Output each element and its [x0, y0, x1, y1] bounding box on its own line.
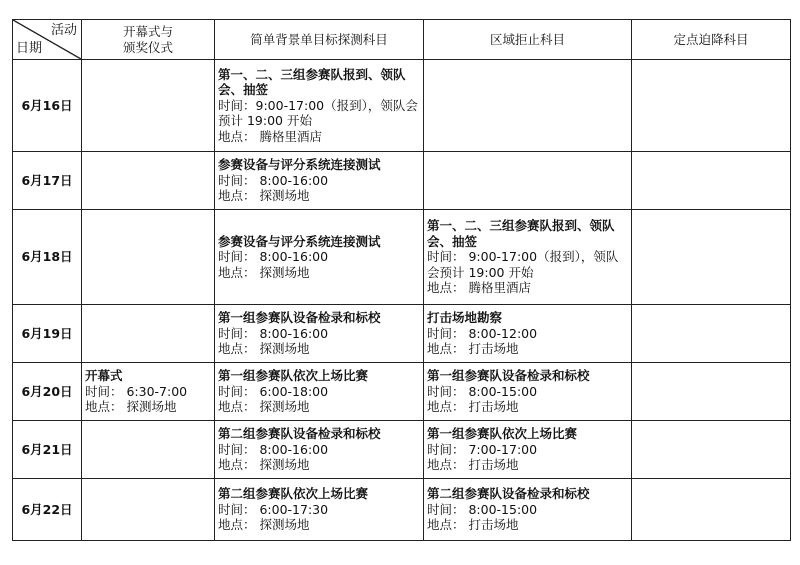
cell-landing — [632, 479, 791, 541]
event-time: 时间： 6:00-18:00 — [218, 383, 329, 399]
event-location: 地点： 探测场地 — [218, 188, 310, 204]
event-title: 第二组参赛队依次上场比赛 — [218, 486, 369, 502]
cell-detection — [215, 421, 424, 479]
cell-landing — [632, 210, 791, 305]
date-cell: 6月20日 — [13, 363, 82, 421]
corner-activity-label: 活动 — [50, 23, 77, 38]
table-row — [13, 479, 791, 541]
cell-detection — [215, 363, 424, 421]
cell-detection — [215, 152, 424, 210]
date-cell: 6月19日 — [13, 305, 82, 363]
event-title: 第一组参赛队设备检录和标校 — [427, 368, 590, 384]
event-time: 时间： 8:00-15:00 — [427, 501, 538, 517]
cell-area-denial — [424, 60, 632, 152]
event-location: 地点： 探测场地 — [218, 517, 310, 533]
cell-landing — [632, 152, 791, 210]
schedule-table — [12, 19, 791, 541]
date-cell: 6月18日 — [13, 210, 82, 305]
event-time: 时间： 8:00-16:00 — [218, 172, 329, 188]
cell-landing — [632, 363, 791, 421]
date-cell: 6月17日 — [13, 152, 82, 210]
event-time: 时间： 8:00-15:00 — [427, 383, 538, 399]
event-title: 第一组参赛队设备检录和标校 — [218, 310, 381, 326]
cell-ceremony — [82, 305, 215, 363]
event-location: 地点： 探测场地 — [218, 264, 310, 280]
event-title: 参赛设备与评分系统连接测试 — [218, 233, 381, 249]
cell-detection — [215, 479, 424, 541]
table-row — [13, 210, 791, 305]
column-header-detection: 简单背景单目标探测科目 — [215, 20, 424, 60]
column-header-area-denial: 区域拒止科目 — [424, 20, 632, 60]
cell-ceremony — [82, 210, 215, 305]
event-time: 时间： 7:00-17:00 — [427, 441, 538, 457]
event-title: 第一组参赛队依次上场比赛 — [218, 368, 369, 384]
event-time: 时间： 8:00-16:00 — [218, 249, 329, 265]
event-location: 地点： 探测场地 — [218, 399, 310, 415]
cell-area-denial — [424, 305, 632, 363]
table-row — [13, 363, 791, 421]
cell-ceremony — [82, 363, 215, 421]
date-cell: 6月22日 — [13, 479, 82, 541]
date-cell: 6月16日 — [13, 60, 82, 152]
date-cell: 6月21日 — [13, 421, 82, 479]
event-title: 第一、二、三组参赛队报到、领队会、抽签 — [218, 66, 406, 98]
cell-ceremony — [82, 60, 215, 152]
cell-ceremony — [82, 421, 215, 479]
event-location: 地点： 腾格里酒店 — [427, 280, 531, 296]
event-title: 第一、二、三组参赛队报到、领队会、抽签 — [427, 218, 615, 249]
event-location: 地点： 打击场地 — [427, 341, 519, 357]
event-location: 地点： 探测场地 — [218, 341, 310, 357]
cell-ceremony — [82, 152, 215, 210]
cell-area-denial — [424, 210, 632, 305]
cell-detection — [215, 210, 424, 305]
cell-area-denial — [424, 421, 632, 479]
event-location: 地点： 打击场地 — [427, 457, 519, 473]
column-header-landing: 定点迫降科目 — [632, 20, 791, 60]
event-time: 时间： 9:00-17:00（报到），领队会预计 19:00 开始 — [427, 249, 619, 280]
cell-landing — [632, 60, 791, 152]
event-title: 第一组参赛队依次上场比赛 — [427, 426, 578, 442]
cell-area-denial — [424, 363, 632, 421]
table-row — [13, 60, 791, 152]
table-row — [13, 305, 791, 363]
event-location: 地点： 探测场地 — [85, 399, 177, 415]
corner-date-label: 日期 — [16, 40, 43, 56]
cell-detection — [215, 60, 424, 152]
event-title: 打击场地勘察 — [427, 310, 503, 326]
event-title: 开幕式 — [85, 368, 123, 384]
event-location: 地点： 探测场地 — [218, 457, 310, 473]
table-row — [13, 152, 791, 210]
corner-header-cell — [13, 20, 82, 60]
event-time: 时间： 8:00-16:00 — [218, 441, 329, 457]
schedule-body — [13, 60, 791, 541]
event-location: 地点： 打击场地 — [427, 517, 519, 533]
event-time: 时间： 8:00-12:00 — [427, 325, 538, 341]
event-time: 时间： 8:00-16:00 — [218, 325, 329, 341]
cell-landing — [632, 305, 791, 363]
event-location: 地点： 打击场地 — [427, 399, 519, 415]
header-row — [13, 20, 791, 60]
cell-area-denial — [424, 479, 632, 541]
event-title: 第二组参赛队设备检录和标校 — [218, 426, 381, 442]
cell-ceremony — [82, 479, 215, 541]
event-time: 时间： 6:30-7:00 — [85, 383, 188, 399]
event-time: 时间：9:00-17:00（报到），领队会预计 19:00 开始 — [218, 97, 418, 129]
event-title: 第二组参赛队设备检录和标校 — [427, 486, 590, 502]
column-header-ceremony: 开幕式与 颁奖仪式 — [82, 20, 215, 60]
event-title: 参赛设备与评分系统连接测试 — [218, 157, 381, 173]
cell-area-denial — [424, 152, 632, 210]
event-time: 时间： 6:00-17:30 — [218, 501, 329, 517]
cell-landing — [632, 421, 791, 479]
event-location: 地点： 腾格里酒店 — [218, 128, 322, 144]
table-row — [13, 421, 791, 479]
cell-detection — [215, 305, 424, 363]
